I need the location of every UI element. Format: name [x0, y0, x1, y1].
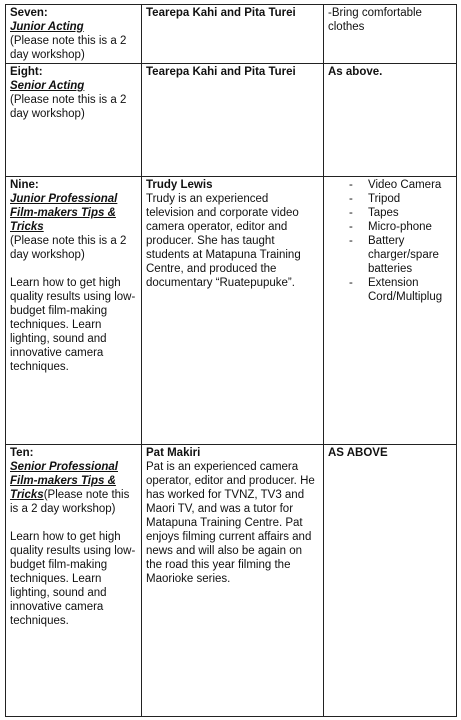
- list-item: - Micro-phone: [328, 220, 451, 234]
- tutor-names: Tearepa Kahi and Pita Turei: [146, 7, 296, 19]
- table-row: [6, 177, 457, 445]
- tutor-name: Pat Makiri: [146, 447, 201, 459]
- workshop-number: Nine:: [10, 179, 39, 191]
- list-item: - Video Camera: [328, 178, 451, 192]
- workshop-description: Learn how to get high quality results using low-budget film-making techniques. Learn lighting, sound and innovative camera techniques.: [10, 531, 136, 627]
- requirements-text: AS ABOVE: [328, 447, 388, 459]
- table-row: [6, 64, 457, 177]
- workshop-title: Junior Acting: [10, 21, 84, 33]
- requirements-cell: [324, 445, 457, 717]
- equipment-list: [328, 178, 451, 304]
- tutor-names: Tearepa Kahi and Pita Turei: [146, 66, 296, 78]
- requirements-cell: [324, 177, 457, 445]
- tutor-cell: [142, 445, 324, 717]
- requirements-text: -Bring comfortable clothes: [328, 7, 422, 33]
- workshop-cell: [6, 5, 142, 64]
- workshop-title: Senior Professional Film-makers Tips & Tricks: [10, 461, 119, 501]
- workshop-schedule-page: [5, 4, 456, 715]
- workshop-number: Ten:: [10, 447, 34, 459]
- workshop-note: (Please note this is a 2 day workshop): [10, 94, 127, 120]
- workshop-schedule-table: [5, 4, 457, 717]
- workshop-note: (Please note this is a 2 day workshop): [10, 35, 127, 61]
- workshop-number: Seven:: [10, 7, 48, 19]
- table-row: [6, 5, 457, 64]
- workshop-note: (Please note this is a 2 day workshop): [10, 489, 130, 515]
- requirements-cell: [324, 5, 457, 64]
- tutor-cell: [142, 5, 324, 64]
- tutor-bio: Pat is an experienced camera operator, editor and producer. He has worked for TVNZ, TV3 and Maori TV, and was a tutor for Matapuna Training Centre. Pat enjoys filming current affairs and news and will also be again on the road this year filming the Maorioke series.: [146, 461, 315, 585]
- workshop-title-note: [10, 461, 129, 515]
- workshop-cell: [6, 177, 142, 445]
- requirements-text: As above.: [328, 66, 383, 78]
- tutor-name: Trudy Lewis: [146, 179, 213, 191]
- list-item: - Extension Cord/Multiplug: [328, 276, 451, 304]
- tutor-bio: Trudy is an experienced television and corporate video camera operator, editor and producer. She has taught students at Matapuna Training Centre, and produced the documentary “Ruatepupuke”.: [146, 193, 301, 289]
- workshop-title: Junior Professional Film-makers Tips & Tricks: [10, 193, 118, 233]
- workshop-description: Learn how to get high quality results using low-budget film-making techniques. Learn lighting, sound and innovative camera techniques.: [10, 277, 136, 373]
- tutor-cell: [142, 177, 324, 445]
- tutor-cell: [142, 64, 324, 177]
- workshop-cell: [6, 445, 142, 717]
- list-item: - Tripod: [328, 192, 451, 206]
- list-item: - Battery charger/spare batteries: [328, 234, 451, 276]
- workshop-number: Eight:: [10, 66, 43, 78]
- list-item: - Tapes: [328, 206, 451, 220]
- workshop-title: Senior Acting: [10, 80, 85, 92]
- table-row: [6, 445, 457, 717]
- workshop-cell: [6, 64, 142, 177]
- requirements-cell: [324, 64, 457, 177]
- workshop-note: (Please note this is a 2 day workshop): [10, 235, 127, 261]
